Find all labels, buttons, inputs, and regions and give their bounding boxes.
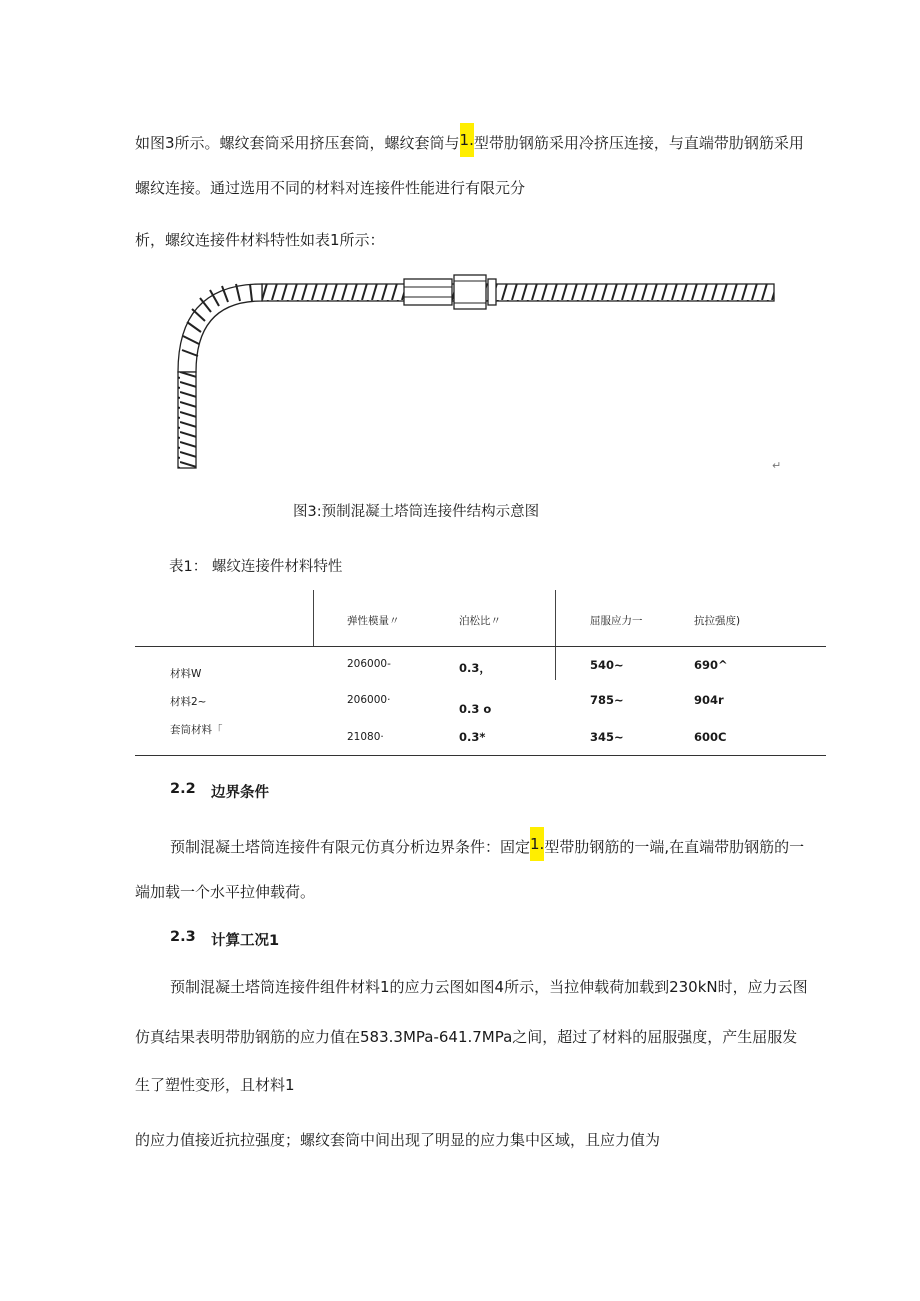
text-segment: 如图3所示。螺纹套筒采用挤压套筒，螺纹套筒与	[135, 134, 460, 152]
row-name: 套筒材料「	[170, 724, 223, 736]
row-name: 材料2~	[170, 696, 207, 708]
rebar-bend	[178, 284, 262, 372]
paragraph-line: 端加载一个水平拉伸载荷。	[135, 883, 316, 901]
cell-yield: 540~	[590, 658, 624, 672]
header-poisson: 泊松比〃	[459, 615, 501, 627]
paragraph-line: 析，螺纹连接件材料特性如表1所示：	[135, 231, 385, 249]
cell-tensile: 904r	[694, 693, 724, 707]
column-divider	[555, 590, 556, 680]
cell-modulus: 206000-	[347, 658, 391, 670]
table-rule	[135, 755, 826, 756]
cell-tensile: 600C	[694, 730, 727, 744]
rebar-connector-figure	[0, 0, 920, 520]
paragraph-line: 的应力值接近抗拉强度；螺纹套筒中间出现了明显的应力集中区域，且应力值为	[135, 1131, 661, 1149]
paragraph-line: 仿真结果表明带肋钢筋的应力值在583.3MPa-641.7MPa之间，超过了材料的屈服强度，产生屈服发	[135, 1028, 798, 1046]
header-tensile: 抗拉强度)	[694, 615, 741, 627]
cell-yield: 785~	[590, 693, 624, 707]
return-mark: ↵	[772, 459, 782, 472]
highlighted-text: 1.	[460, 123, 474, 157]
table-title: 表1： 螺纹连接件材料特性	[169, 559, 343, 575]
section-title: 计算工况1	[211, 933, 280, 949]
paragraph-line: 螺纹连接。通过选用不同的材料对连接件性能进行有限元分	[135, 179, 526, 197]
paragraph-line: 生了塑性变形，且材料1	[135, 1076, 295, 1094]
cell-tensile: 690^	[694, 658, 728, 672]
paragraph-line	[170, 834, 804, 861]
header-yield: 屈服应力一	[590, 615, 643, 627]
section-title: 边界条件	[211, 785, 269, 801]
sleeve-left	[404, 279, 452, 305]
straight-rebar	[262, 284, 774, 301]
sleeve-right	[488, 279, 496, 305]
table-rule	[135, 646, 826, 647]
row-name: 材料W	[170, 668, 202, 680]
paragraph-line: 预制混凝土塔筒连接件组件材料1的应力云图如图4所示，当拉伸载荷加载到230kN时，应力云图	[170, 978, 808, 996]
cell-poisson: 0.3 o	[459, 702, 492, 716]
text-segment: 型带肋钢筋采用冷挤压连接，与直端带肋钢筋采用	[473, 134, 804, 152]
cell-poisson: 0.3，	[459, 661, 491, 675]
cell-modulus: 206000·	[347, 694, 391, 706]
highlighted-text: 1.	[530, 827, 544, 861]
figure-caption: 图3:预制混凝土塔筒连接件结构示意图	[293, 504, 540, 520]
cell-yield: 345~	[590, 730, 624, 744]
bent-rebar-leg	[178, 372, 196, 468]
text-segment: 预制混凝土塔筒连接件有限元仿真分析边界条件：固定	[170, 838, 531, 856]
section-number: 2.3	[170, 929, 196, 945]
header-modulus: 弹性模量〃	[347, 615, 400, 627]
text-segment: 型带肋钢筋的一端,在直端带肋钢筋的一	[544, 838, 805, 856]
section-number: 2.2	[170, 781, 196, 797]
cell-poisson: 0.3*	[459, 730, 486, 744]
column-divider	[313, 590, 314, 646]
threaded-sleeve	[454, 275, 486, 309]
cell-modulus: 21080·	[347, 731, 384, 743]
